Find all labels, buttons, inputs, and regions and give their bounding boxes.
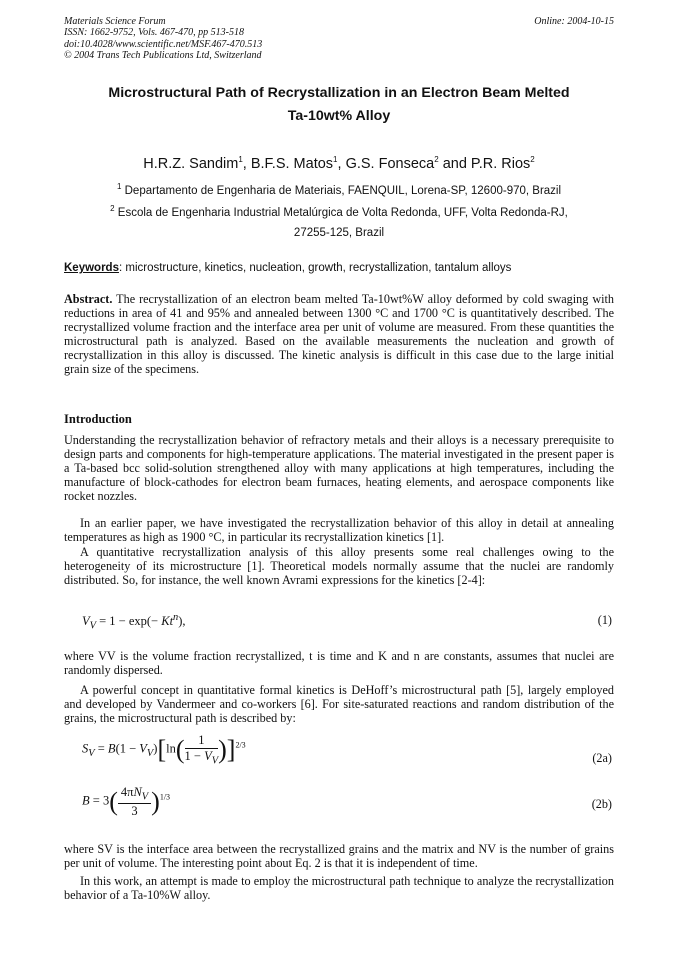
- section-heading: Introduction: [64, 412, 132, 426]
- doi: doi:10.4028/www.scientific.net/MSF.467-470.513: [64, 38, 263, 50]
- affiliation-2-cont: [60, 227, 618, 239]
- aff-sup: 1: [116, 182, 122, 191]
- author-sup: 1: [238, 155, 243, 164]
- author-sup: 2: [530, 155, 535, 164]
- equation-number: (2b): [591, 797, 612, 811]
- title-line-2: Ta-10wt% Alloy: [287, 108, 391, 124]
- paragraph: In this work, an attempt is made to employ the microstructural path technique to analyze the recrystallization behavior of a Ta-10%W alloy.: [64, 874, 614, 903]
- equation-1: $V_V = 1 - \exp(- Kt^n)$,: [82, 612, 186, 632]
- author-sup: 2: [434, 155, 439, 164]
- aff-text: Departamento de Engenharia de Materiais, FAENQUIL, Lorena-SP, 12600-970, Brazil: [124, 184, 562, 197]
- aff-text: Escola de Engenharia Industrial Metalúrgica de Volta Redonda, UFF, Volta Redonda-RJ,: [117, 206, 568, 219]
- aff-text: 27255-125, Brazil: [293, 227, 385, 239]
- author-list: H.R.Z. Sandim$^1$, B.F.S. Matos$^1$, G.S. Fonseca$^2$ and P.R. Rios$^2$: [143, 155, 535, 172]
- paragraph: In an earlier paper, we have investigated the recrystallization behavior of this alloy in detail at annealing temperatures as high as 1900 °C, in particular its recrystallization kinetics [1].: [64, 516, 614, 545]
- affiliation-2: [60, 204, 618, 219]
- copyright: © 2004 Trans Tech Publications Ltd, Switzerland: [64, 49, 262, 61]
- equation-2a: $S_V = B(1 - V_V)[\ln$( $\frac{1}{1 - V_V}$ )]$^{2/3}$: [82, 733, 246, 767]
- keywords: [64, 262, 511, 274]
- keywords-text: : microstructure, kinetics, nucleation, growth, recrystallization, tantalum alloys: [118, 262, 512, 274]
- journal-header: [64, 16, 262, 61]
- paragraph: where VV is the volume fraction recrystallized, t is time and K and n are constants, assumes that nuclei are randomly dispersed.: [64, 649, 614, 678]
- affiliation-1: [60, 182, 618, 197]
- author: P.R. Rios: [470, 155, 531, 172]
- paragraph: where SV is the interface area between the recrystallized grains and the matrix and NV is the number of grains per unit of volume. The interesting point about Eq. 2 is that it is independent of time.: [64, 842, 614, 871]
- paper-title: [60, 82, 618, 128]
- author: G.S. Fonseca: [345, 155, 435, 172]
- journal-name: Materials Science Forum: [64, 16, 166, 27]
- abstract: [64, 292, 614, 377]
- keywords-label: Keywords: [64, 262, 119, 274]
- author: H.R.Z. Sandim: [143, 155, 239, 172]
- equation-2b: B = 3( $\frac{4\pi N_V}{3}$ )$^{1/3}$: [82, 785, 171, 818]
- paragraph: Understanding the recrystallization behavior of refractory metals and their alloys is a necessary prerequisite to design parts and components for high-temperature applications. The material investigated in the present paper is a Ta-based bcc solid-solution strengthened alloy with many applications at high temperatures, including the manufacture of block-cathodes for electron beam furnaces, heating elements, and aerospace components like rocket nozzles.: [64, 433, 614, 504]
- paragraph: A powerful concept in quantitative formal kinetics is DeHoff’s microstructural path [5], largely employed and developed by Vandermeer and co-workers [6]. For site-saturated reactions and random distribution of the grains, the microstructural path is described by:: [64, 683, 614, 726]
- online-date: Online: 2004-10-15: [534, 16, 614, 27]
- issn: ISSN: 1662-9752, Vols. 467-470, pp 513-518: [64, 27, 244, 39]
- abstract-text: The recrystallization of an electron beam melted Ta-10wt%W alloy deformed by cold swaging with reductions in area of 41 and 95% and annealed between 1300 °C and 1700 °C is quantitatively described. The recrystallized volume fraction and the interface area per unit of volume are measured. From these quantities the microstructural path is analyzed. Based on the available measurements the nucleation and growth of recrystallization in this alloy is discussed. The kinetic analysis is difficult in this case due to the large initial grain size of the specimens.: [64, 292, 614, 377]
- author: B.F.S. Matos: [250, 155, 334, 172]
- equation-number: (2a): [592, 751, 612, 765]
- abstract-label: Abstract.: [64, 292, 113, 306]
- author-sup: 1: [333, 155, 338, 164]
- title-line-1: Microstructural Path of Recrystallization in an Electron Beam Melted: [108, 85, 570, 101]
- aff-sup: 2: [110, 204, 115, 213]
- paragraph: A quantitative recrystallization analysis of this alloy presents some real challenges owing to the heterogeneity of its microstructure [1]. Theoretical models normally assume that the nuclei are randomly distributed. So, for instance, the well known Avrami expressions for the kinetics [2-4]:: [64, 545, 614, 588]
- equation-number: (1): [597, 613, 612, 627]
